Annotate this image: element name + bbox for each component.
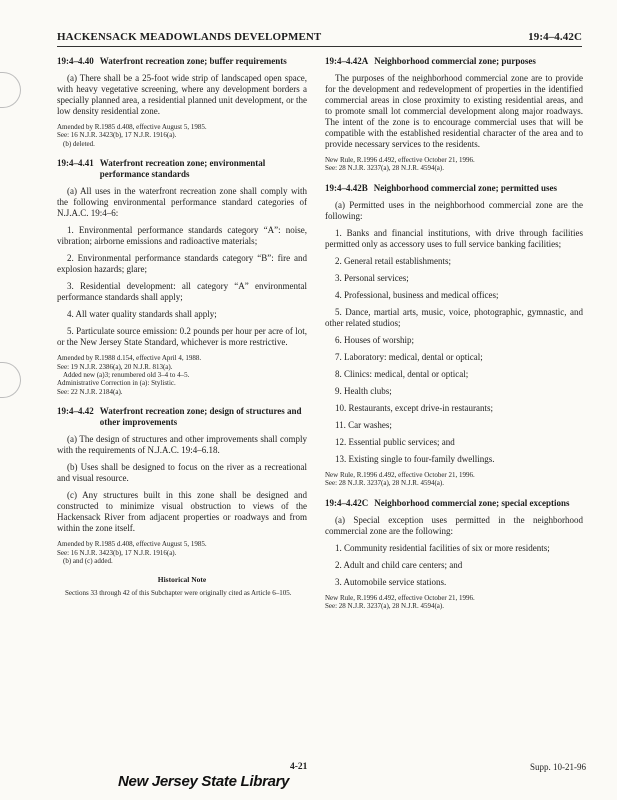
list-item: 13. Existing single to four-family dwellings. — [335, 453, 495, 464]
list-item: 4. Professional, business and medical offices; — [335, 289, 499, 300]
section-number: 19:4–4.42 — [57, 406, 94, 417]
section-number: 19:4–4.42C — [325, 497, 369, 508]
list-item: 4. All water quality standards shall apply; — [67, 309, 217, 320]
amend-line: New Rule, R.1996 d.492, effective October 21, 1996. — [325, 593, 475, 602]
amendment-note — [57, 123, 307, 148]
amendment-note — [57, 540, 307, 565]
list-item: 11. Car washes; — [335, 419, 392, 430]
list-item: 5. Particulate source emission: 0.2 pounds per hour per acre of lot, or the New Jersey State Standard, whichever is more restrictive. — [57, 326, 307, 348]
section-title: Neighborhood commercial zone; permitted uses — [373, 182, 558, 193]
list-item: 9. Health clubs; — [335, 385, 392, 396]
amend-line: See: 28 N.J.R. 3237(a), 28 N.J.R. 4594(a). — [325, 602, 444, 611]
section-heading — [325, 56, 583, 67]
amend-line: See: 22 N.J.R. 2184(a). — [57, 387, 123, 396]
header-section-ref: 19:4–4.42C — [528, 31, 582, 43]
section-heading — [325, 498, 583, 509]
paragraph: (b) Uses shall be designed to focus on the river as a recreational and visual resource. — [57, 462, 307, 484]
section-number: 19:4–4.41 — [57, 158, 94, 169]
page-header — [57, 30, 582, 47]
page-number: 4-21 — [290, 762, 308, 772]
list-item: 2. General retail establishments; — [335, 255, 451, 266]
section-number: 19:4–4.42A — [325, 56, 369, 66]
section-number: 19:4–4.42B — [325, 182, 368, 193]
historical-note-text: Sections 33 through 42 of this Subchapter were originally cited as Article 6–105. — [65, 589, 292, 598]
paragraph: (a) There shall be a 25-foot wide strip of landscaped open space, with heavy vegetative screening, where any development borders a specially planned area, a residential planned unit development, or the low density residential zone. — [57, 73, 307, 116]
section-title: Waterfront recreation zone; buffer requirements — [99, 56, 287, 66]
list-item: 6. Houses of worship; — [335, 334, 414, 345]
amend-line: Amended by R.1988 d.154, effective April 4, 1988. — [57, 354, 202, 363]
paragraph: The purposes of the neighborhood commercial zone are to provide for the development and redevelopment of properties in the identified commercial areas in close proximity to existing residential areas, and to promote small lot commercial development along major roadways. The intent of the zone is to encourage commercial uses that will be compatible with the established residential character of the area and to provide necessary services to the residents. — [325, 73, 583, 149]
section-heading — [325, 183, 583, 194]
paragraph: (a) Special exception uses permitted in the neighborhood commercial zone are the following: — [325, 514, 583, 536]
amend-line: See: 16 N.J.R. 3423(b), 17 N.J.R. 1916(a). — [57, 548, 177, 557]
section-heading — [57, 406, 307, 428]
list-item: 2. Adult and child care centers; and — [335, 559, 463, 570]
amend-line: Added new (a)3; renumbered old 3–4 to 4–5. — [63, 371, 190, 380]
section-heading — [57, 158, 307, 180]
paragraph: (c) Any structures built in this zone shall be designed and constructed to minimize visual obstruction to views of the Hackensack River from adjacent properties or roadways and from within the zone itself. — [57, 490, 307, 534]
amend-line: (b) deleted. — [63, 139, 95, 148]
right-column — [325, 56, 583, 620]
section-number: 19:4–4.40 — [57, 56, 94, 66]
list-item: 7. Laboratory: medical, dental or optical; — [335, 351, 483, 362]
amendment-note — [325, 594, 583, 611]
left-column — [57, 56, 307, 598]
section-title: Neighborhood commercial zone; purposes — [374, 56, 536, 66]
section-title: Neighborhood commercial zone; special exceptions — [374, 497, 570, 508]
list-item: 10. Restaurants, except drive-in restaurants; — [335, 402, 493, 413]
list-item: 12. Essential public services; and — [335, 436, 455, 447]
amend-line: Administrative Correction in (a): Stylistic. — [57, 379, 176, 388]
list-item: 1. Community residential facilities of six or more residents; — [335, 542, 550, 553]
list-item: 5. Dance, martial arts, music, voice, photographic, gymnastic, and other related studios; — [325, 306, 583, 328]
section-heading — [57, 56, 307, 67]
amend-line: New Rule, R.1996 d.492, effective October 21, 1996. — [325, 470, 475, 479]
list-item: 3. Residential development: all category “A” environmental performance standards shall apply; — [57, 281, 307, 303]
amend-line: Amended by R.1985 d.408, effective August 5, 1985. — [57, 540, 207, 549]
list-item: 8. Clinics: medical, dental or optical; — [335, 368, 469, 379]
amend-line: See: 28 N.J.R. 3237(a), 28 N.J.R. 4594(a). — [325, 479, 444, 488]
binder-hole-top — [0, 72, 21, 108]
supplement-date: Supp. 10-21-96 — [530, 762, 586, 772]
header-title: HACKENSACK MEADOWLANDS DEVELOPMENT — [57, 31, 322, 43]
historical-note-title: Historical Note — [157, 575, 207, 585]
binder-hole-bottom — [0, 362, 21, 398]
list-item: 1. Banks and financial institutions, with drive through facilities permitted only as accessory uses to full service banking facilities; — [325, 227, 583, 249]
amendment-note — [325, 156, 583, 173]
section-title: Waterfront recreation zone; environmental performance standards — [99, 158, 266, 180]
amend-line: See: 28 N.J.R. 3237(a), 28 N.J.R. 4594(a). — [325, 164, 444, 173]
library-stamp: New Jersey State Library — [118, 773, 290, 790]
amend-line: See: 16 N.J.R. 3423(b), 17 N.J.R. 1916(a). — [57, 131, 177, 140]
paragraph: (a) The design of structures and other improvements shall comply with the requirements of N.J.A.C. 19:4–6.18. — [57, 434, 307, 456]
amend-line: (b) and (c) added. — [63, 557, 113, 566]
amendment-note — [57, 354, 307, 396]
amend-line: Amended by R.1985 d.408, effective August 5, 1985. — [57, 123, 207, 131]
amend-line: New Rule, R.1996 d.492, effective October 21, 1996. — [325, 156, 475, 164]
paragraph: (a) All uses in the waterfront recreation zone shall comply with the following environmental performance standard categories of N.J.A.C. 19:4–6: — [57, 186, 307, 219]
amendment-note — [325, 471, 583, 488]
section-title: Waterfront recreation zone; design of structures and other improvements — [99, 406, 302, 428]
paragraph: (a) Permitted uses in the neighborhood commercial zone are the following: — [325, 199, 583, 221]
list-item: 3. Personal services; — [335, 272, 409, 283]
list-item: 1. Environmental performance standards category “A”: noise, vibration; airborne emissions and radioactive materials; — [57, 225, 307, 247]
list-item: 3. Automobile service stations. — [335, 576, 447, 587]
amend-line: See: 19 N.J.R. 2386(a), 20 N.J.R. 813(a). — [57, 362, 173, 371]
list-item: 2. Environmental performance standards category “B”: fire and explosion hazards; glare; — [57, 253, 307, 275]
